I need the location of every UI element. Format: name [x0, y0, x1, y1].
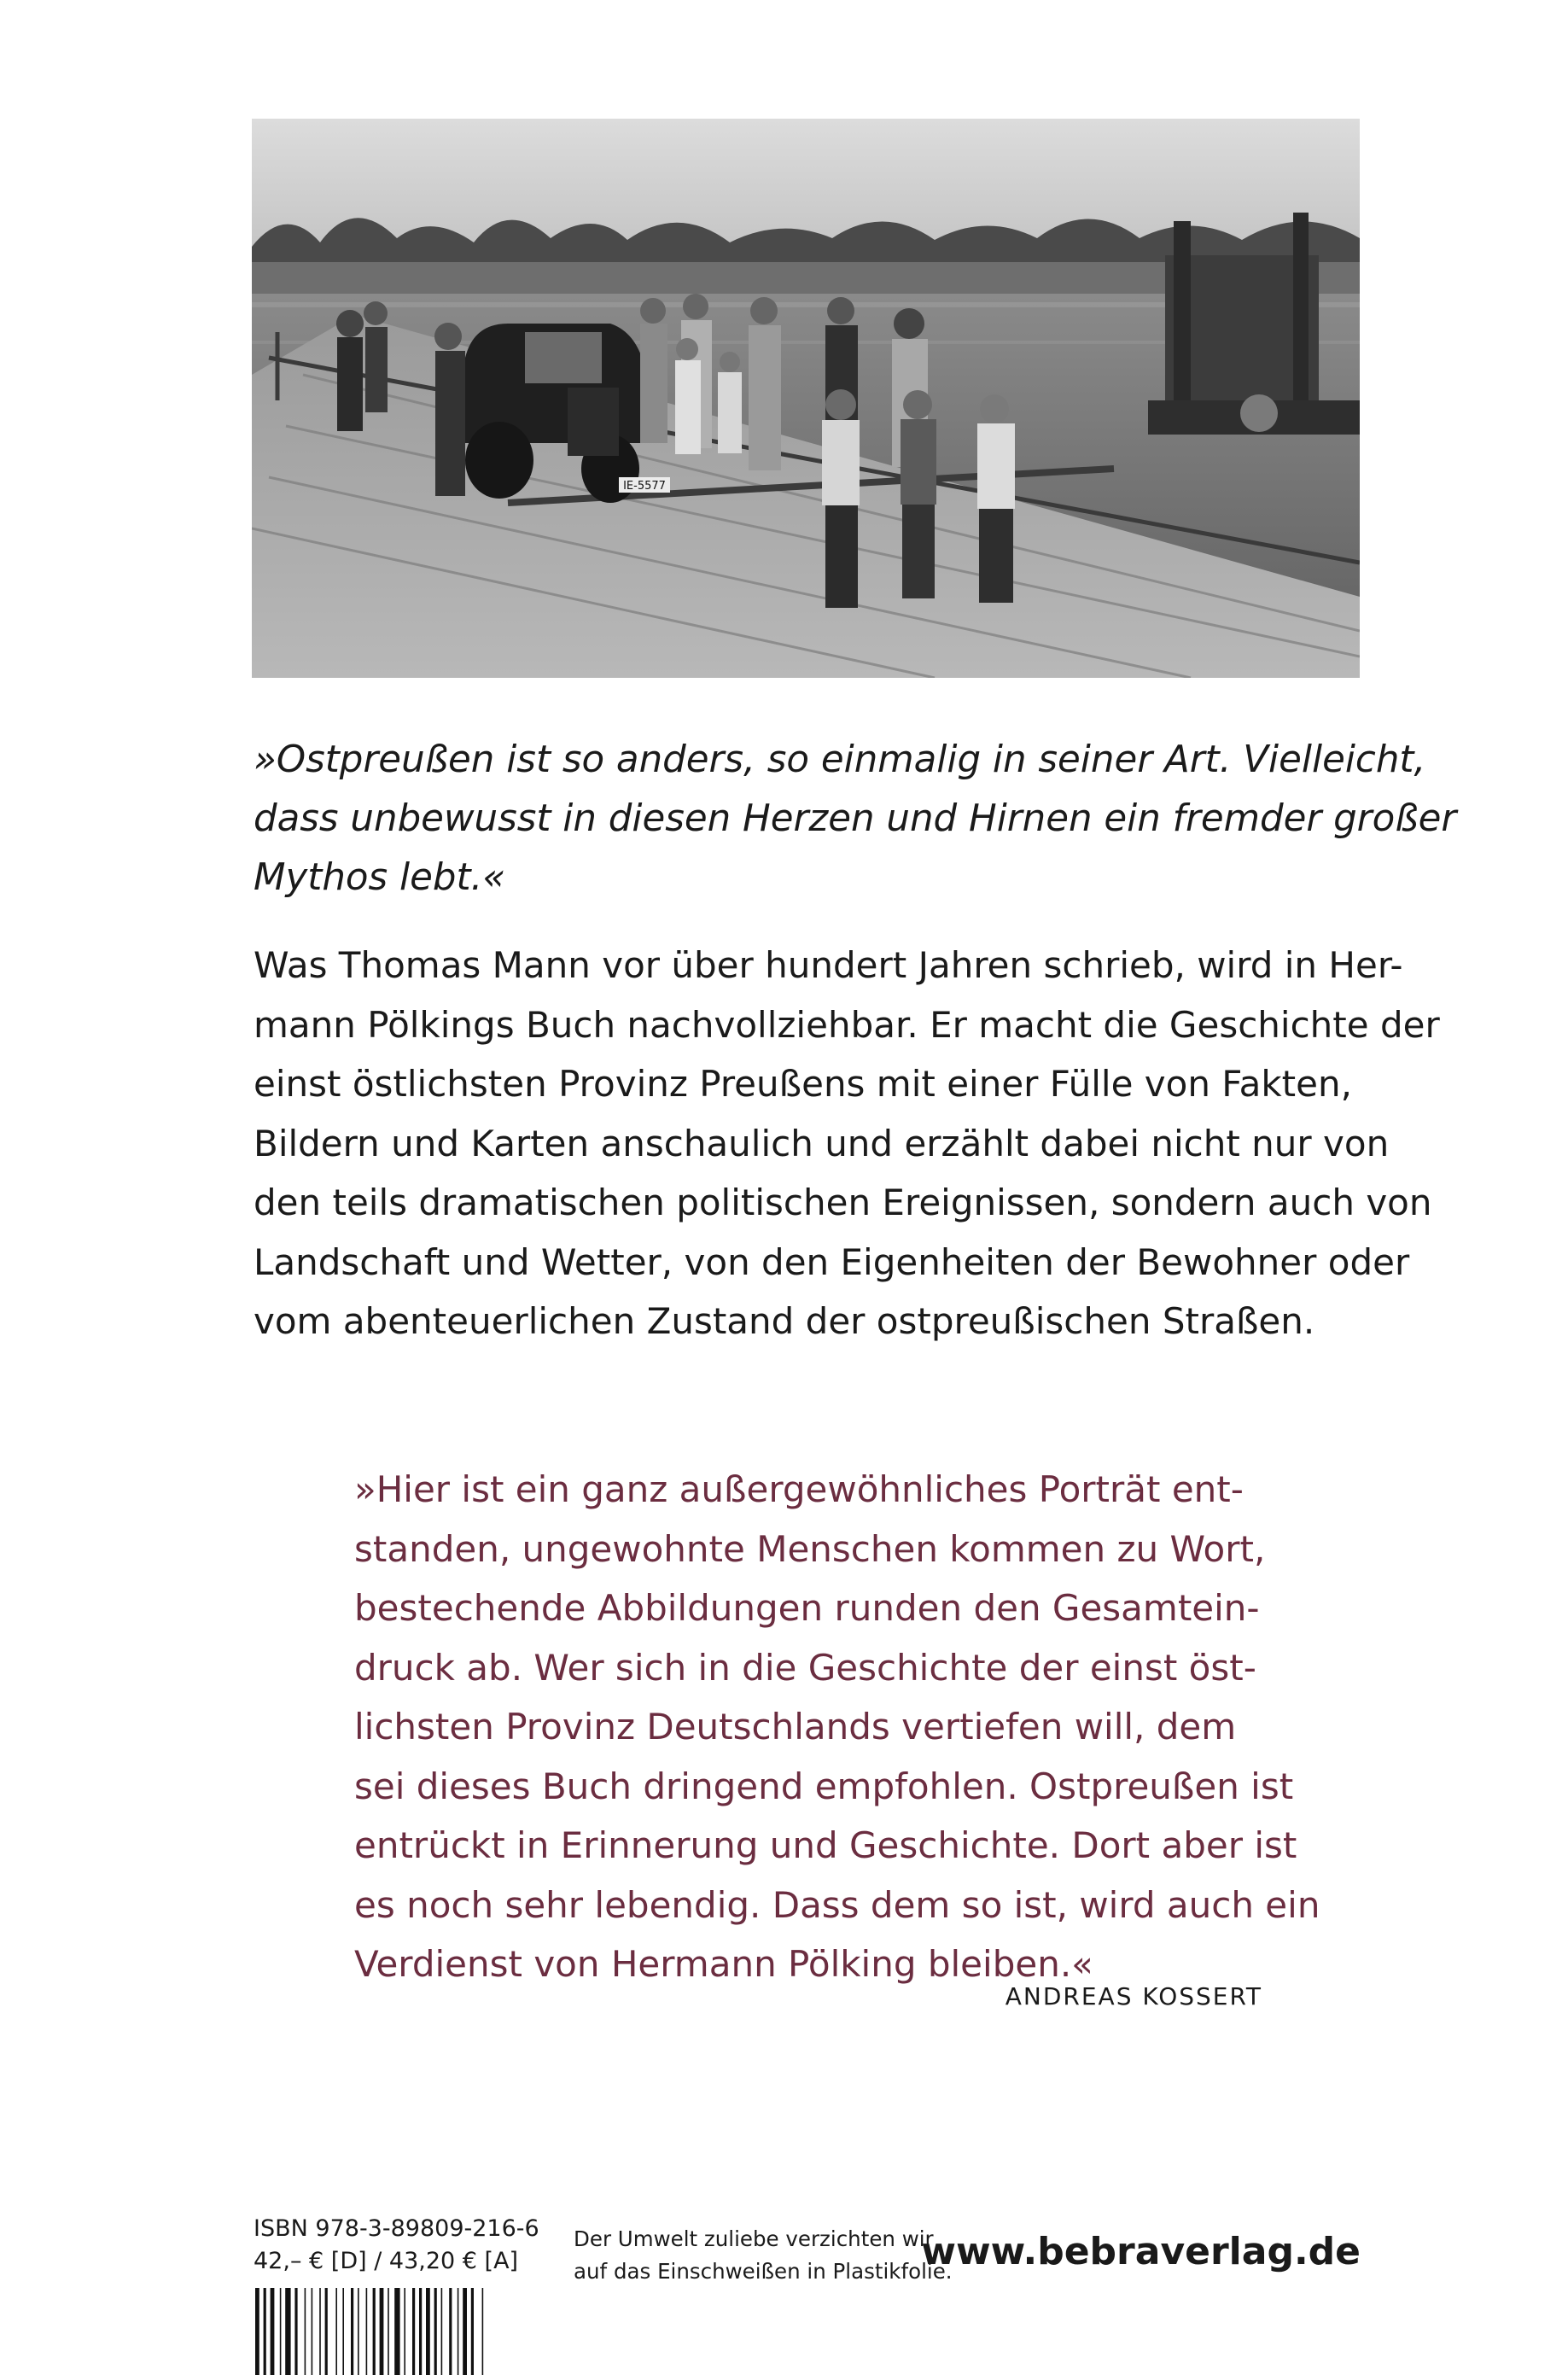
barcode-bar: [366, 2288, 368, 2375]
barcode-bar: [388, 2288, 389, 2375]
barcode-bar: [380, 2288, 384, 2375]
barcode-bar: [434, 2288, 437, 2375]
description-line: Landschaft und Wetter, von den Eigenheiten der Bewohner oder: [254, 1240, 1410, 1283]
description-line: Was Thomas Mann vor über hundert Jahren schrieb, wird in Her-: [254, 944, 1403, 986]
barcode-bar: [412, 2288, 415, 2375]
barcode-bar: [335, 2288, 337, 2375]
eco-notice: [574, 2223, 953, 2288]
barcode-bar: [358, 2288, 359, 2375]
barcode-bar: [463, 2288, 467, 2375]
isbn-number: ISBN 978-3-89809-216-6: [254, 2215, 539, 2242]
review-line: bestechende Abbildungen runden den Gesamtein-: [354, 1587, 1260, 1629]
barcode-bar: [419, 2288, 422, 2375]
review-line: Verdienst von Hermann Pölking bleiben.«: [354, 1943, 1093, 1985]
barcode-bars: [254, 2288, 518, 2375]
barcode-bar: [255, 2288, 259, 2375]
barcode-bar: [426, 2288, 430, 2375]
barcode-bar: [280, 2288, 282, 2375]
cover-photo: [252, 119, 1360, 678]
barcode-bar: [471, 2288, 474, 2375]
review-line: sei dieses Buch dringend empfohlen. Ostpreußen ist: [354, 1765, 1294, 1807]
eco-notice-line: auf das Einschweißen in Plastikfolie.: [574, 2259, 953, 2284]
review-author: ANDREAS KOSSERT: [1005, 1982, 1262, 2010]
price: 42,– € [D] / 43,20 € [A]: [254, 2248, 519, 2274]
barcode-bar: [319, 2288, 321, 2375]
isbn-block: [254, 2213, 539, 2278]
barcode-bar: [294, 2288, 297, 2375]
barcode-bar: [342, 2288, 344, 2375]
publisher-website[interactable]: www.bebraverlag.de: [921, 2230, 1361, 2273]
barcode-bar: [449, 2288, 452, 2375]
review-line: »Hier ist ein ganz außergewöhnliches Porträt ent-: [354, 1468, 1244, 1510]
barcode-bar: [271, 2288, 275, 2375]
barcode-bar: [305, 2288, 306, 2375]
barcode-bar: [404, 2288, 405, 2375]
review-line: es noch sehr lebendig. Dass dem so ist, wird auch ein: [354, 1883, 1320, 1926]
description-line: Bildern und Karten anschaulich und erzählt dabei nicht nur von: [254, 1122, 1390, 1164]
opening-quote: [254, 731, 1457, 907]
barcode-bar: [373, 2288, 376, 2375]
review-line: standen, ungewohnte Menschen kommen zu Wort,: [354, 1527, 1266, 1570]
description-line: vom abenteuerlichen Zustand der ostpreußischen Straßen.: [254, 1300, 1315, 1342]
barcode-bar: [285, 2288, 290, 2375]
license-plate: IE-5577: [623, 480, 666, 493]
quote-line: dass unbewusst in diesen Herzen und Hirnen ein fremder großer: [254, 797, 1457, 840]
barcode: [254, 2288, 518, 2375]
review-quote: [354, 1460, 1344, 1994]
barcode-bar: [441, 2288, 443, 2375]
ferry-photo-illustration: [252, 119, 1360, 678]
barcode-bar: [264, 2288, 266, 2375]
review-line: druck ab. Wer sich in die Geschichte der einst öst-: [354, 1646, 1256, 1689]
eco-notice-line: Der Umwelt zuliebe verzichten wir: [574, 2226, 934, 2251]
barcode-bar: [394, 2288, 399, 2375]
quote-line: »Ostpreußen ist so anders, so einmalig in seiner Art. Vielleicht,: [254, 738, 1426, 781]
barcode-bar: [482, 2288, 484, 2375]
description-line: mann Pölkings Buch nachvollziehbar. Er macht die Geschichte der: [254, 1003, 1440, 1046]
book-description: [254, 936, 1440, 1351]
description-line: den teils dramatischen politischen Ereignissen, sondern auch von: [254, 1182, 1432, 1223]
review-line: entrückt in Erinnerung und Geschichte. Dort aber ist: [354, 1824, 1297, 1866]
barcode-bar: [458, 2288, 459, 2375]
quote-line: Mythos lebt.«: [254, 856, 506, 899]
barcode-bar: [325, 2288, 328, 2375]
review-line: lichsten Provinz Deutschlands vertiefen will, dem: [354, 1706, 1237, 1748]
barcode-bar: [312, 2288, 313, 2375]
description-line: einst östlichsten Provinz Preußens mit einer Fülle von Fakten,: [254, 1063, 1352, 1105]
barcode-bar: [351, 2288, 353, 2375]
